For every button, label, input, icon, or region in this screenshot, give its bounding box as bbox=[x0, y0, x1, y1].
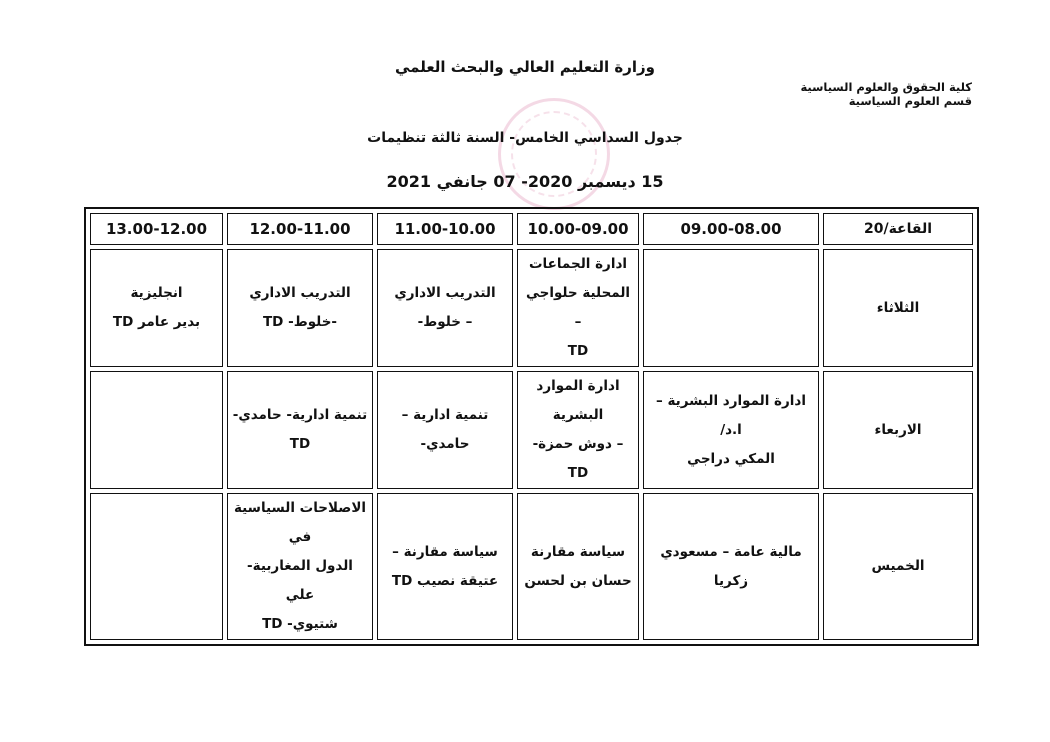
course-cell bbox=[227, 371, 373, 489]
course-text: تنمية ادارية- حامدي- TD bbox=[232, 407, 368, 452]
official-stamp-seal bbox=[498, 98, 610, 210]
time-slot-header: 13.00-12.00 bbox=[90, 213, 223, 245]
course-cell bbox=[517, 493, 639, 640]
table-header-row bbox=[90, 213, 973, 245]
course-cell bbox=[227, 249, 373, 367]
time-slot-header: 09.00-08.00 bbox=[643, 213, 819, 245]
course-cell bbox=[377, 493, 513, 640]
course-text: الاصلاحات السياسية في الدول المغاربية- علي شتيوي- TD bbox=[233, 500, 367, 632]
day-label: الخميس bbox=[823, 493, 973, 640]
room-header: القاعة/20 bbox=[823, 213, 973, 245]
ministry-title: وزارة التعليم العالي والبحث العلمي bbox=[394, 58, 656, 76]
schedule-title: جدول السداسي الخامس- السنة ثالثة تنظيمات bbox=[367, 130, 683, 146]
course-cell bbox=[377, 371, 513, 489]
department-name: قسم العلوم السياسية bbox=[848, 94, 972, 108]
course-cell bbox=[643, 371, 819, 489]
course-text: انجليزية بدير عامر TD bbox=[112, 285, 201, 330]
faculty-name: كلية الحقوق والعلوم السياسية bbox=[800, 80, 972, 94]
course-cell bbox=[227, 493, 373, 640]
course-cell bbox=[90, 493, 223, 640]
course-text: سياسة مقارنة – عتيقة نصيب TD bbox=[391, 543, 499, 589]
course-text: مالية عامة – مسعودي زكريا bbox=[660, 543, 802, 589]
course-text: تنمية ادارية – حامدي- bbox=[401, 407, 489, 452]
faculty-block bbox=[800, 80, 972, 108]
course-cell bbox=[517, 249, 639, 367]
course-text: التدريب الاداري – خلوط- bbox=[394, 285, 496, 330]
schedule-dates: 15 ديسمبر 2020- 07 جانفي 2021 bbox=[386, 172, 664, 191]
course-text: سياسة مقارنة حسان بن لحسن bbox=[524, 543, 632, 589]
course-cell bbox=[517, 371, 639, 489]
table-row bbox=[90, 249, 973, 367]
time-slot-header: 10.00-09.00 bbox=[517, 213, 639, 245]
course-cell bbox=[643, 249, 819, 367]
course-text: ادارة الجماعات المحلية حلواجي – TD bbox=[525, 256, 631, 359]
course-cell bbox=[90, 371, 223, 489]
day-label: الثلاثاء bbox=[823, 249, 973, 367]
course-text: ادارة الموارد البشرية – ا.د/ المكي دراجي bbox=[656, 392, 806, 467]
course-cell bbox=[643, 493, 819, 640]
course-text: ادارة الموارد البشرية – دوش حمزة- TD bbox=[532, 378, 624, 481]
schedule-table bbox=[84, 207, 979, 646]
time-slot-header: 12.00-11.00 bbox=[227, 213, 373, 245]
course-text: التدريب الاداري -خلوط- TD bbox=[249, 285, 351, 330]
course-cell bbox=[90, 249, 223, 367]
table-row bbox=[90, 493, 973, 640]
time-slot-header: 11.00-10.00 bbox=[377, 213, 513, 245]
day-label: الاربعاء bbox=[823, 371, 973, 489]
course-cell bbox=[377, 249, 513, 367]
table-row bbox=[90, 371, 973, 489]
